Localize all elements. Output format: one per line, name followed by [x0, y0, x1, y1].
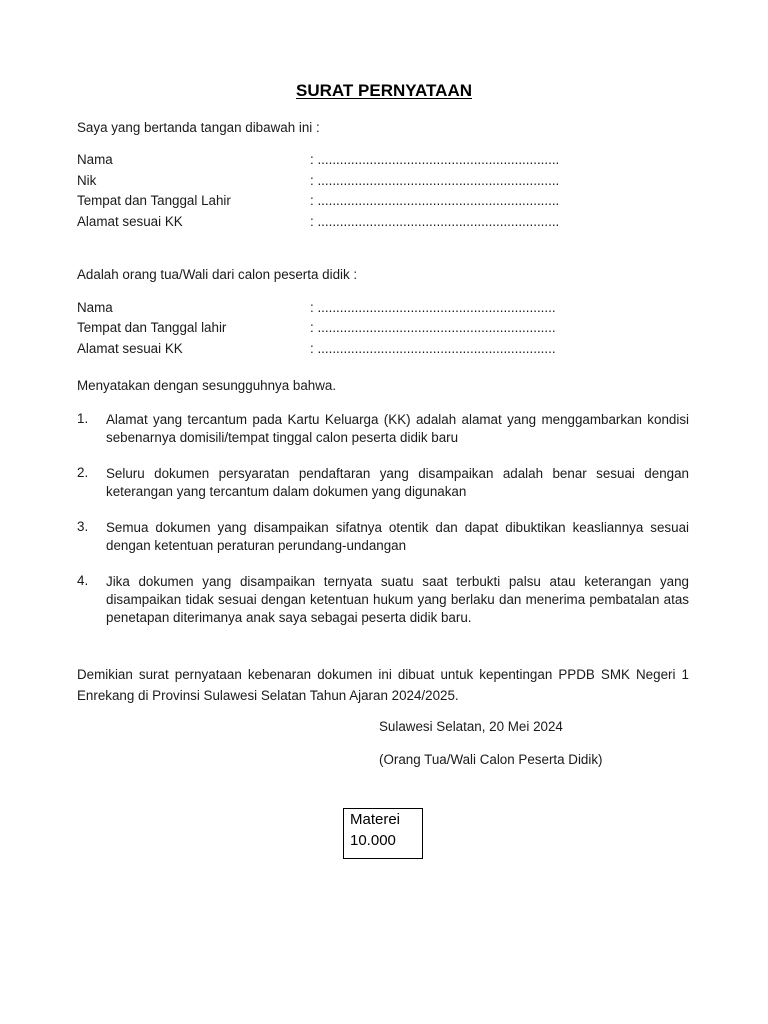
- field-blank: : .................................................................: [310, 193, 560, 208]
- statement-number: 4.: [77, 573, 89, 588]
- statement-text: Seluru dokumen persyaratan pendaftaran yang disampaikan adalah benar sesuai dengan keterangan yang tercantum dalam dokumen yang digunakan: [106, 466, 689, 499]
- field-label: Tempat dan Tanggal lahir: [77, 320, 227, 335]
- field-blank: : .................................................................: [310, 152, 560, 167]
- field-label: Nama: [77, 300, 113, 315]
- field-blank: : ................................................................: [310, 300, 556, 315]
- field-label: Nama: [77, 152, 113, 167]
- field-blank: : ................................................................: [310, 341, 556, 356]
- field-label: Alamat sesuai KK: [77, 341, 183, 356]
- field-label: Tempat dan Tanggal Lahir: [77, 193, 231, 208]
- intro-text: Saya yang bertanda tangan dibawah ini :: [77, 120, 320, 135]
- declaration-intro-text: Menyatakan dengan sesungguhnya bahwa.: [77, 378, 337, 393]
- signer-role: (Orang Tua/Wali Calon Peserta Didik): [379, 752, 603, 767]
- closing-paragraph: Demikian surat pernyataan kebenaran dokumen ini dibuat untuk kepentingan PPDB SMK Negeri 1 Enrekang di Provinsi Sulawesi Selatan Tahun Ajaran 2024/2025.: [77, 667, 689, 703]
- statement-text: Alamat yang tercantum pada Kartu Keluarga (KK) adalah alamat yang menggambarkan kondisi sebenarnya domisili/tempat tinggal calon peserta didik baru: [106, 412, 689, 445]
- field-blank: : ................................................................: [310, 320, 556, 335]
- stamp-value: 10.000: [350, 832, 396, 849]
- statement-number: 1.: [77, 411, 89, 426]
- statement-number: 2.: [77, 465, 89, 480]
- guardian-intro-text: Adalah orang tua/Wali dari calon peserta didik :: [77, 267, 358, 282]
- field-blank: : .................................................................: [310, 214, 560, 229]
- document-title: SURAT PERNYATAAN: [296, 81, 472, 100]
- stamp-placeholder: [343, 808, 423, 859]
- place-date: Sulawesi Selatan, 20 Mei 2024: [379, 719, 563, 734]
- field-blank: : .................................................................: [310, 173, 560, 188]
- field-label: Nik: [77, 173, 97, 188]
- statement-text: Semua dokumen yang disampaikan sifatnya otentik dan dapat dibuktikan keasliannya sesuai dengan ketentuan peraturan perundang-undangan: [106, 520, 689, 553]
- statement-number: 3.: [77, 519, 89, 534]
- statement-text: Jika dokumen yang disampaikan ternyata suatu saat terbukti palsu atau keterangan yang disampaikan tidak sesuai dengan ketentuan hukum yang berlaku dan menerima pembatalan atas penetapan diterimanya anak saya sebagai peserta didik baru.: [106, 574, 689, 625]
- stamp-label: Materei: [350, 811, 401, 828]
- field-label: Alamat sesuai KK: [77, 214, 183, 229]
